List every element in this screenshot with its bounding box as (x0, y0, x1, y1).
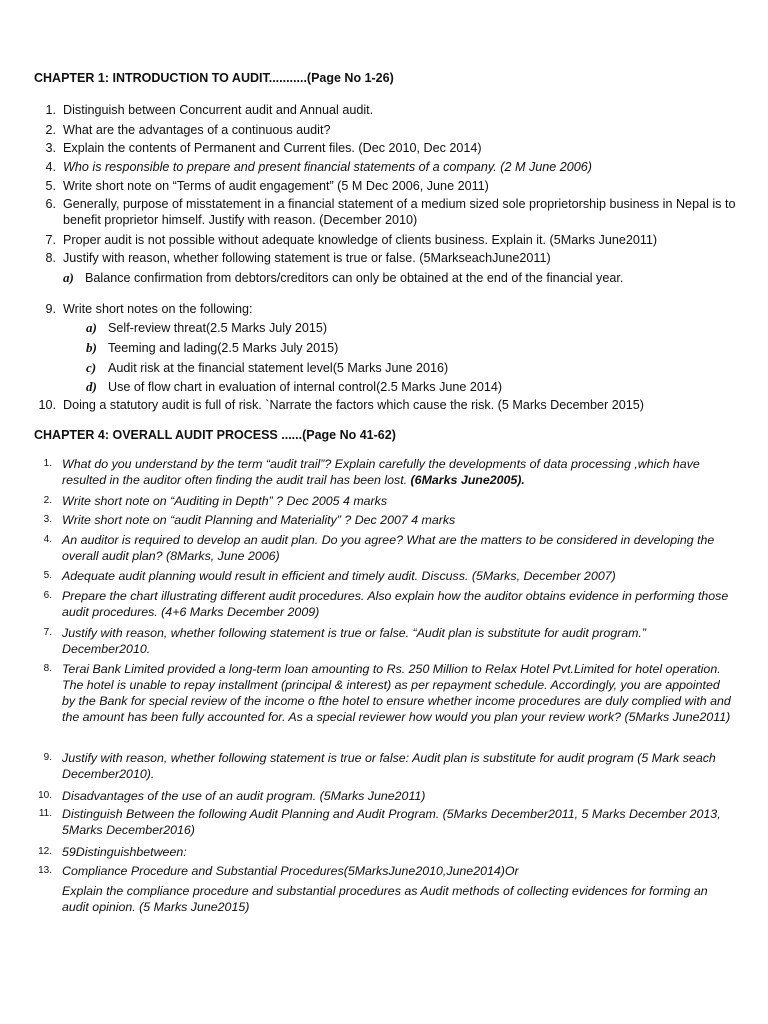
document-page: CHAPTER 1: INTRODUCTION TO AUDIT...........(Page No 1-26) 1. Distinguish between Concurrent audit and Annual audit. 2. What are the advantages of a continuous audit? 3. Explain the contents of Permanent and Current files. (Dec 2010, Dec 2014) 4. Who is responsible to prepare and present financial statements of a company. (2 M June 2006) 5. Write short note on “Terms of audit engagement” (5 M Dec 2006, June 2011) 6. Generally, purpose of misstatement in a financial statement of a medium sized sole proprietorship business in Nepal is to benefit proprietor himself. Justify with reason. (December 2010) 7. Proper audit is not possible without adequate knowledge of clients business. Explain it. (5Marks June2011) 8. Justify with reason, whether following statement is true or false. (5MarkseachJune2011) a) Balance confirmation from debtors/creditors can only be obtained at the end of the financial year. 9. Write short notes on the following: a) Self-review threat(2.5 Marks July 2015) b) Teeming and lading(2.5 Marks July 2015) c) Audit risk at the financial statement level(5 Marks June 2016) d) Use of flow chart in evaluation of internal control(2.5 Marks June 2014) 10. Doing a statutory audit is full of risk. `Narrate the factors which cause the risk. (5 Marks December 2015) CHAPTER 4: OVERALL AUDIT PROCESS ......(Page No 41-62) 1. What do you understand by the term “audit trail”? Explain carefully the developments of data processing ,which have resulted in the auditor often finding the audit trail has been lost. (6Marks June2005). 2. Write short note on “Auditing in Depth” ? Dec 2005 4 marks 3. Write short note on “audit Planning and Materiality” ? Dec 2007 4 marks 4. An auditor is required to develop an audit plan. Do you agree? What are the matters to be considered in developing the overall audit plan? (8Marks, June 2006) 5. Adequate audit planning would result in efficient and timely audit. Discuss. (5Marks, December 2007) 6. Prepare the chart illustrating different audit procedures. Also explain how the auditor obtains evidence in performing those audit procedures. (4+6 Marks December 2009) 7. Justify with reason, whether following statement is true or false. “Audit plan is substitute for audit program.” December2010. 8. Terai Bank Limited provided a long-term loan amounting to Rs. 250 Million to Relax Hotel Pvt.Limited for hotel operation. The hotel is unable to repay installment (principal & interest) as per repayment schedule. Accordingly, you are appointed by the Bank for special review of the income o fthe hotel to ensure whether income procedures are duly complied with and the amount has been fully accounted for. As a special reviewer how would you plan your review work? (5Marks June2011) 9. Justify with reason, whether following statement is true or false: Audit plan is substitute for audit program (5 Mark seach December2010). 10. Disadvantages of the use of an audit program. (5Marks June2011) 11. Distinguish Between the following Audit Planning and Audit Program. (5Marks December2011, 5 Marks December 2013, 5Marks December2016) 12. 59Distinguishbetween: 13. Compliance Procedure and Substantial Procedures(5MarksJune2010,June2014)Or Explain the compliance procedure and substantial procedures as Audit methods of collecting evidences for forming an audit opinion. (5 Marks June2015) (34, 71, 736, 914)
chapter-1-heading: CHAPTER 1: INTRODUCTION TO AUDIT...........(Page No 1-26) (34, 71, 394, 85)
chapter-4-heading: CHAPTER 4: OVERALL AUDIT PROCESS ......(Page No 41-62) (34, 428, 396, 442)
